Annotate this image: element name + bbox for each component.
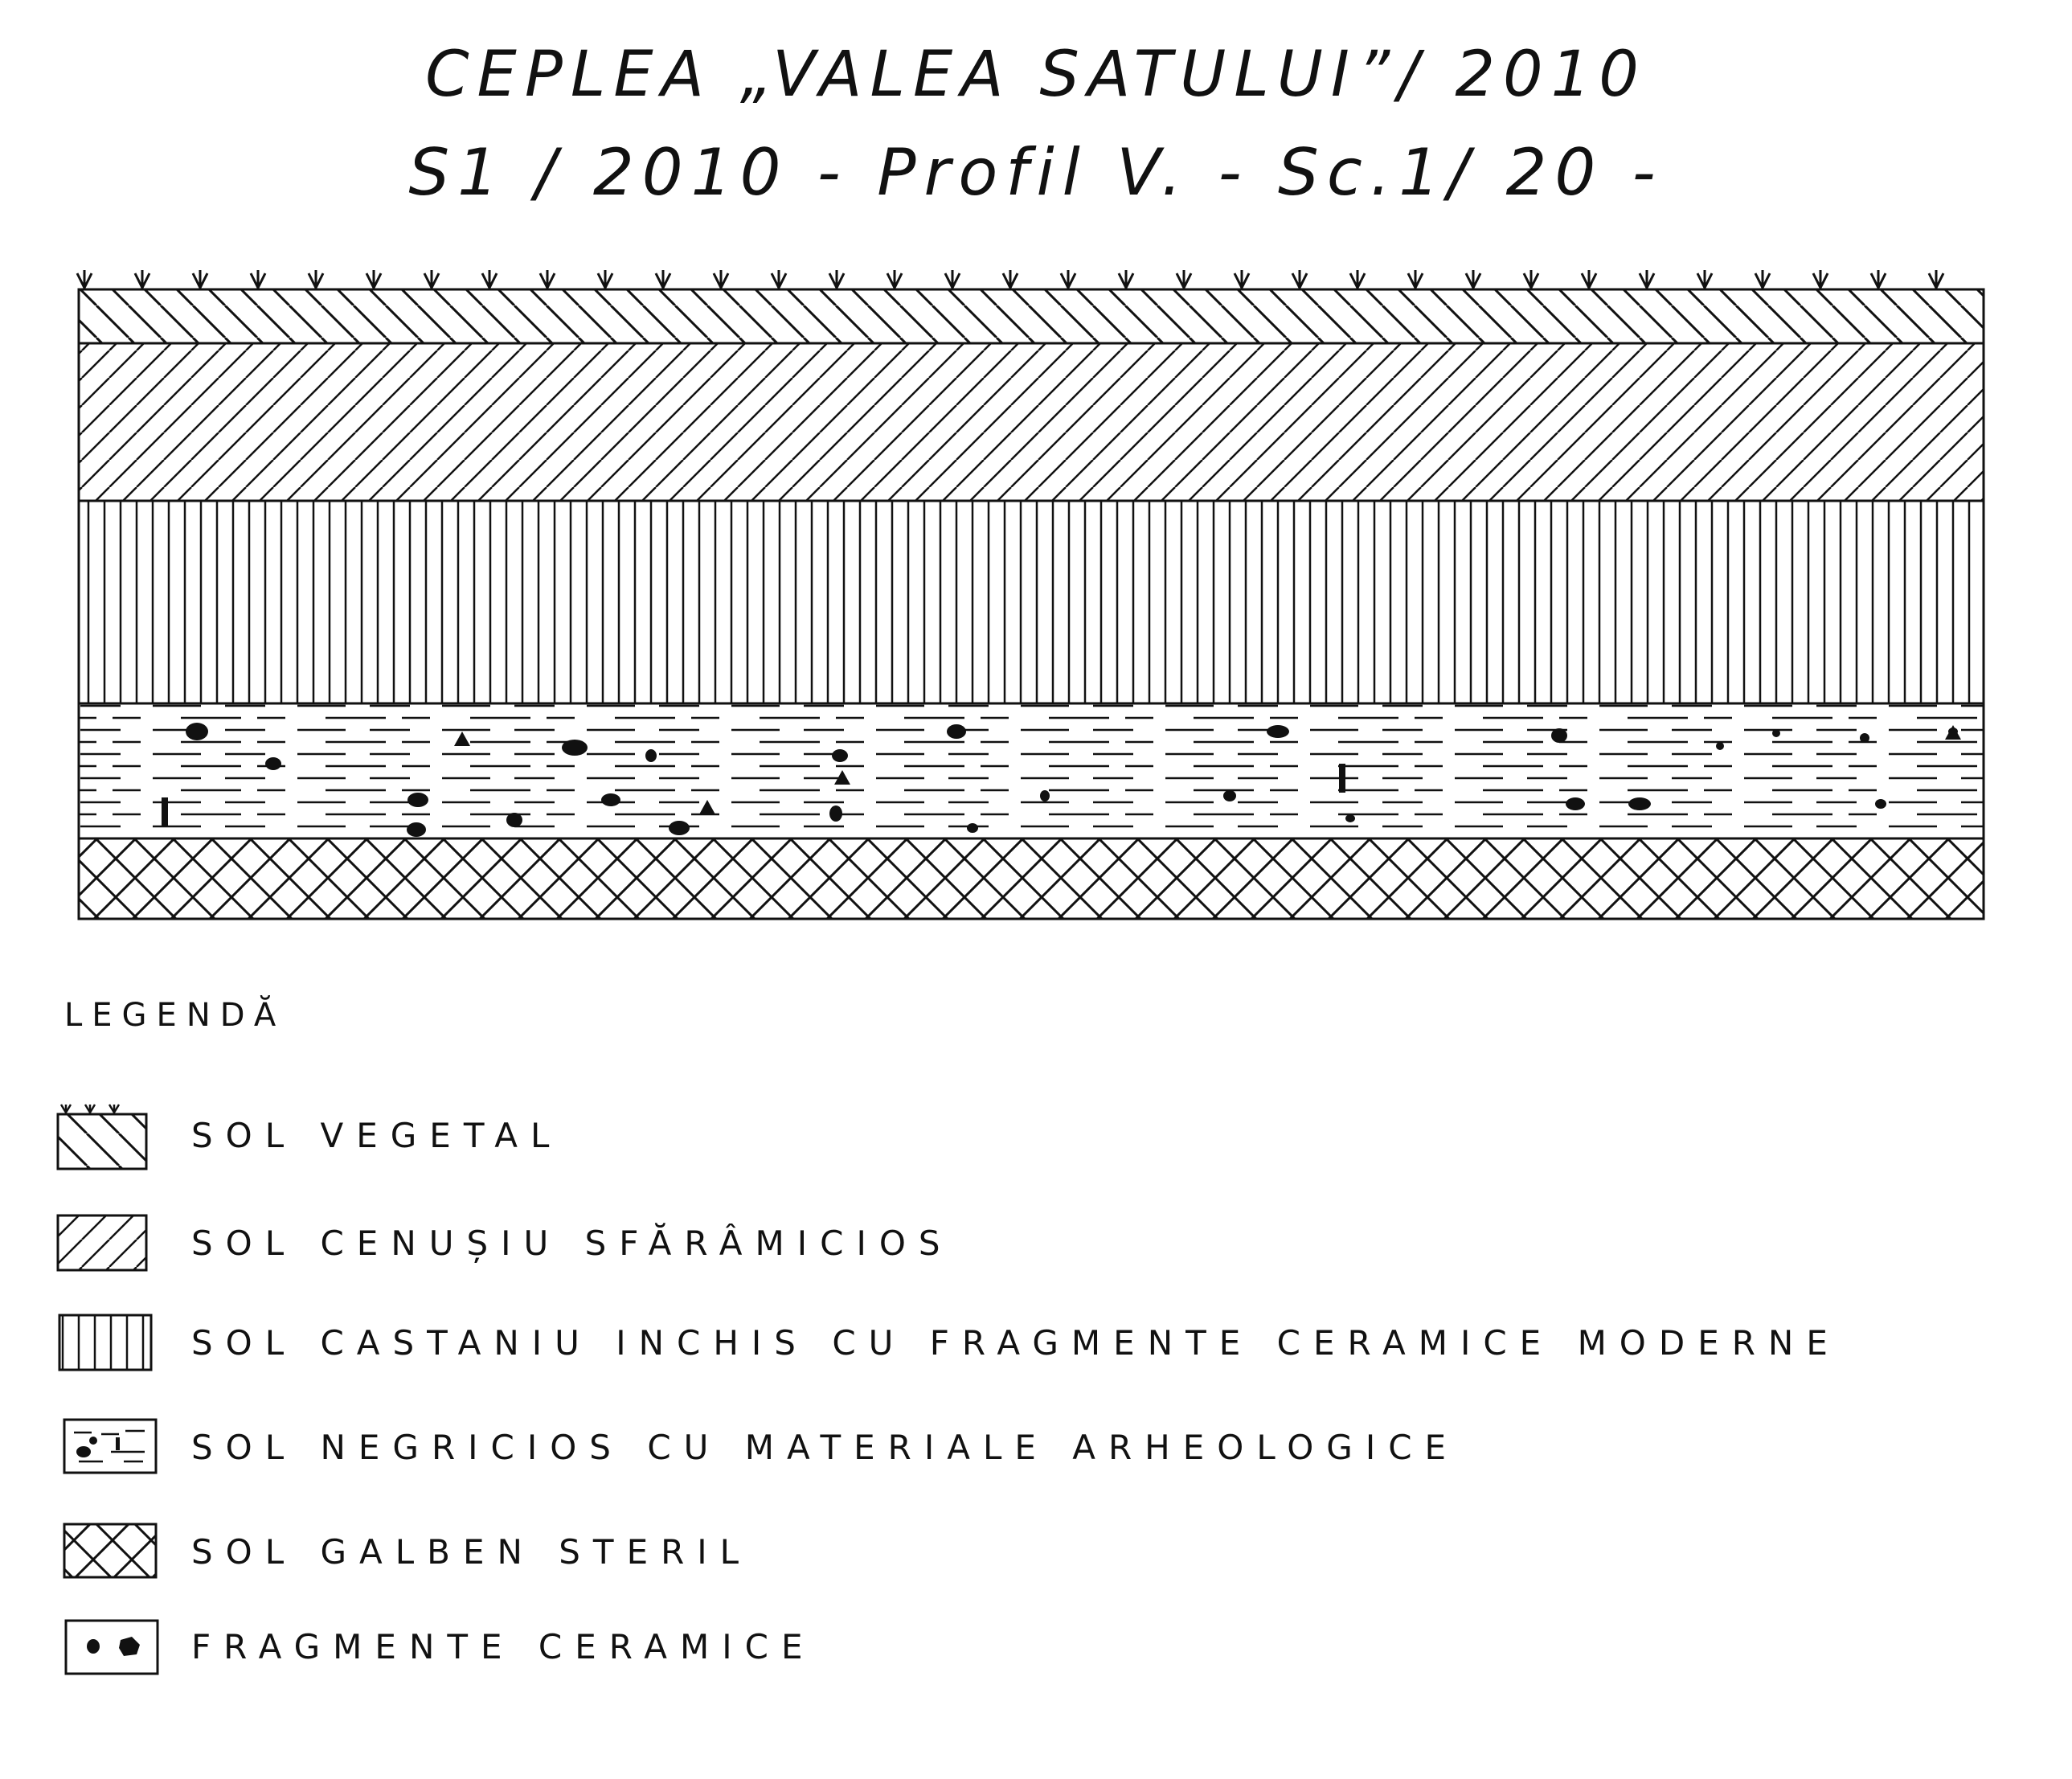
fragmente-ceramice-swatch [55,1616,167,1680]
ceramic-fragment [265,757,281,770]
ceramic-fragment [162,797,168,826]
layer-sol-galben [79,838,1984,919]
grass-mark [1929,270,1943,288]
grass-mark [135,270,149,288]
layer-sol-vegetal [79,289,1984,343]
grass-mark [1408,270,1423,288]
ceramic-fragment [506,813,522,827]
grass-mark [1235,270,1249,288]
grass-mark [1813,270,1828,288]
stratigraphic-profile [0,241,2072,949]
grass-mark [829,270,844,288]
ceramic-fragment [407,822,426,837]
ceramic-fragment [1566,797,1585,810]
ceramic-fragment [947,724,966,739]
legend-item-sol-negricios [0,1416,2072,1497]
grass-mark [77,270,92,288]
sol-galben-swatch [55,1521,167,1585]
ceramic-fragment [829,805,842,822]
legend-item-sol-cenusiu [0,1212,2072,1293]
grass-mark [1871,270,1886,288]
ceramic-fragment [407,793,428,807]
grass-mark [1003,270,1018,288]
ceramic-fragment [1267,725,1289,738]
grass-mark [1697,270,1712,288]
ceramic-fragment [669,821,690,835]
grass-mark [251,270,265,288]
ceramic-fragment [1875,799,1886,809]
grass-mark [598,270,612,288]
grass-mark [656,270,670,288]
grass-mark [772,270,786,288]
grass-mark [366,270,381,288]
legend-label: SOL VEGETAL [191,1116,563,1155]
grass-mark [1524,270,1538,288]
legend-label: SOL GALBEN STERIL [191,1532,752,1572]
ceramic-fragment [1628,797,1651,810]
grass-mark [1177,270,1191,288]
legend-label: SOL NEGRICIOS CU MATERIALE ARHEOLOGICE [191,1428,1460,1467]
ceramic-fragment [1339,764,1345,793]
ceramic-fragment [1716,742,1724,750]
grass-mark [1755,270,1770,288]
legend-label: SOL CASTANIU INCHIS CU FRAGMENTE CERAMICE MODERNE [191,1323,1841,1363]
ceramic-fragment [562,740,588,756]
grass-mark [1119,270,1133,288]
grass-mark [482,270,497,288]
vegetation-marks [77,270,1943,288]
legend-label: SOL CENUȘIU SFĂRÂMICIOS [191,1224,953,1263]
grass-mark [193,270,207,288]
layer-sol-negricios [79,703,1984,838]
grass-mark [1292,270,1307,288]
grass-mark [309,270,323,288]
ceramic-fragment [1345,814,1355,822]
legend-item-sol-castaniu [0,1312,2072,1392]
ceramic-fragment [601,793,620,806]
grass-mark [540,270,555,288]
sol-negricios-swatch [55,1416,167,1481]
grass-mark [1640,270,1654,288]
layer-sol-cenusiu [79,343,1984,501]
ceramic-fragment [1223,790,1236,801]
grass-mark [714,270,728,288]
ceramic-fragment [1860,733,1869,743]
drawing-title: CEPLEA „VALEA SATULUI”/ 2010 [425,39,1647,111]
ceramic-fragment [1772,729,1780,737]
legend-item-sol-vegetal [0,1101,2072,1182]
sol-castaniu-swatch [55,1312,159,1376]
ceramic-fragment [1551,728,1567,743]
legend-label: FRAGMENTE CERAMICE [191,1627,816,1666]
grass-mark [1466,270,1480,288]
legend-item-sol-galben [0,1521,2072,1601]
grass-mark [424,270,439,288]
legend-heading: LEGENDĂ [64,997,286,1034]
ceramic-fragment [645,749,657,762]
grass-mark [1061,270,1075,288]
grass-mark [945,270,960,288]
layer-sol-castaniu [79,501,1984,703]
grass-mark [887,270,902,288]
legend-item-fragmente-ceramice [0,1616,2072,1696]
ceramic-fragment [832,749,848,762]
sol-cenusiu-swatch [55,1212,151,1277]
drawing-subtitle: S1 / 2010 - Profil V. - Sc.1/ 20 - [408,135,1664,210]
ceramic-fragment [186,723,208,740]
ceramic-fragment [967,823,978,833]
grass-mark [1582,270,1596,288]
sol-vegetal-swatch [55,1101,151,1182]
ceramic-fragment [1040,790,1050,801]
grass-mark [1350,270,1365,288]
